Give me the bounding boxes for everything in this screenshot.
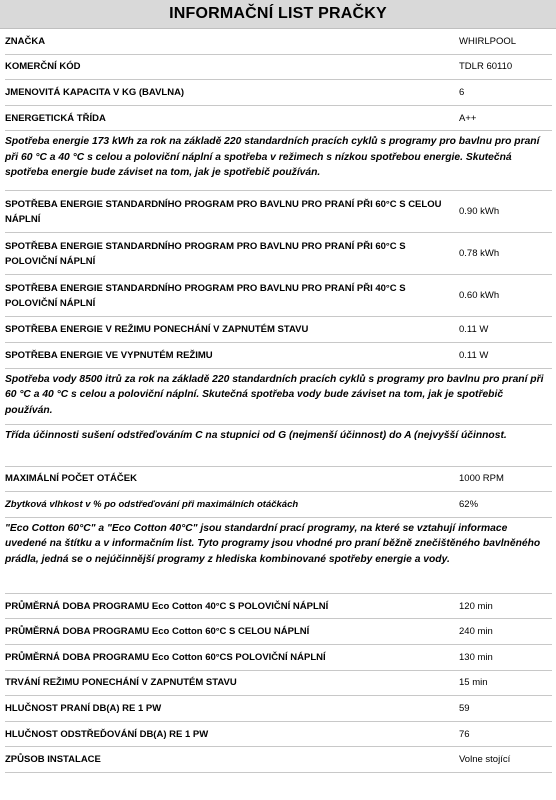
row-value: 62% <box>459 498 479 510</box>
drying-paragraph: Třída účinnosti sušení odstřeďováním C na stupnici od G (nejmenší účinnost) do A (nejvyšší účinnost. <box>5 425 552 467</box>
row-label: HLUČNOST PRANÍ DB(A) RE 1 PW <box>5 702 162 714</box>
row-label: PRŮMĚRNÁ DOBA PROGRAMU Eco Cotton 40°C S POLOVIČNÍ NÁPLNÍ <box>5 600 329 612</box>
row-value: 240 min <box>459 626 493 638</box>
row-label: TRVÁNÍ REŽIMU PONECHÁNÍ V ZAPNUTÉM STAVU <box>5 677 237 689</box>
row-energy-60-half <box>5 233 552 275</box>
row-value: 1000 RPM <box>459 473 504 485</box>
row-value: 59 <box>459 702 470 714</box>
eco-cotton-paragraph: "Eco Cotton 60°C" a "Eco Cotton 40°C" jsou standardní prací programy, na které se vztahují informace uvedené na štítku a v informačním list. Tyto programy jsou vhodné pro praní běžně znečištěného bavlněného prádla, jedná se o nejúčinnější programy z hlediska kombinované spotřeby energie a vody. <box>5 518 552 594</box>
row-label: HLUČNOST ODSTŘEĎOVÁNÍ DB(A) RE 1 PW <box>5 728 209 740</box>
row-label: ENERGETICKÁ TŘÍDA <box>5 112 106 124</box>
row-label: SPOTŘEBA ENERGIE V REŽIMU PONECHÁNÍ V ZAPNUTÉM STAVU <box>5 324 309 336</box>
row-value: 0.78 kWh <box>459 248 500 260</box>
row-value: A++ <box>459 112 477 124</box>
row-energy-left-on <box>5 317 552 343</box>
row-energy-40-half <box>5 275 552 317</box>
row-value: TDLR 60110 <box>459 61 513 73</box>
row-label: SPOTŘEBA ENERGIE STANDARDNÍHO PROGRAM PRO BAVLNU PRO PRANÍ PŘI 60°C S POLOVIČNÍ NÁPLNÍ <box>5 240 406 267</box>
row-installation <box>5 747 552 773</box>
row-label: SPOTŘEBA ENERGIE STANDARDNÍHO PROGRAM PRO BAVLNU PRO PRANÍ PŘI 40°C S POLOVIČNÍ NÁPLNÍ <box>5 282 406 309</box>
row-wash-noise <box>5 696 552 722</box>
row-label: JMENOVITÁ KAPACITA V KG (BAVLNA) <box>5 86 185 98</box>
row-residual-moisture <box>5 492 552 518</box>
water-paragraph: Spotřeba vody 8500 itrů za rok na základě 220 standardních pracích cyklů s programy pro bavlnu pro praní při 60 °C a 40 °C s celou a poloviční náplní. Skutečná spotřeba vody bude záviset na tom, jak je spotřebič používán. <box>5 369 552 425</box>
row-value: 76 <box>459 728 470 740</box>
row-duration-60-half <box>5 645 552 671</box>
row-value: 120 min <box>459 600 493 612</box>
row-duration-60-full <box>5 619 552 645</box>
row-value: 0.90 kWh <box>459 206 500 218</box>
row-max-spin <box>5 467 552 493</box>
row-value: Volne stojící <box>459 754 511 766</box>
row-value: 0.11 W <box>459 324 489 336</box>
row-energy-class <box>5 106 552 132</box>
sheet-content <box>0 29 556 773</box>
row-duration-40-half <box>5 594 552 620</box>
row-energy-off <box>5 343 552 369</box>
row-commercial-code <box>5 55 552 81</box>
row-label: SPOTŘEBA ENERGIE STANDARDNÍHO PROGRAM PRO BAVLNU PRO PRANÍ PŘI 60°C S CELOU NÁPLNÍ <box>5 198 442 225</box>
row-label: SPOTŘEBA ENERGIE VE VYPNUTÉM REŽIMU <box>5 349 213 361</box>
sheet-title-text: INFORMAČNÍ LIST PRAČKY <box>169 5 387 22</box>
row-capacity <box>5 80 552 106</box>
row-label: PRŮMĚRNÁ DOBA PROGRAMU Eco Cotton 60°CS POLOVIČNÍ NÁPLNÍ <box>5 651 326 663</box>
energy-paragraph: Spotřeba energie 173 kWh za rok na základě 220 standardních pracích cyklů s programy pro bavlnu pro praní při 60 °C a 40 °C s celou a poloviční náplní a spotřeba v režimech s nízkou spotřebou energie. Skutečná spotřeba energie bude záviset na tom, jak je spotřebič používán. <box>5 131 552 191</box>
row-brand <box>5 29 552 55</box>
row-value: 15 min <box>459 677 488 689</box>
row-value: 0.11 W <box>459 349 489 361</box>
row-label: ZPŮSOB INSTALACE <box>5 754 101 766</box>
row-label: ZNAČKA <box>5 35 46 47</box>
row-spin-noise <box>5 722 552 748</box>
row-energy-60-full <box>5 191 552 233</box>
row-value: 6 <box>459 86 465 98</box>
row-label: Zbytková vlhkost v % po odstřeďování při maximálních otáčkách <box>5 498 299 510</box>
row-left-on-duration <box>5 671 552 697</box>
row-label: MAXIMÁLNÍ POČET OTÁČEK <box>5 473 137 485</box>
row-value: 130 min <box>459 651 493 663</box>
row-label: PRŮMĚRNÁ DOBA PROGRAMU Eco Cotton 60°C S CELOU NÁPLNÍ <box>5 626 310 638</box>
row-value: 0.60 kWh <box>459 290 500 302</box>
sheet-title <box>0 0 556 29</box>
row-label: KOMERČNÍ KÓD <box>5 61 81 73</box>
row-value: WHIRLPOOL <box>459 35 517 47</box>
